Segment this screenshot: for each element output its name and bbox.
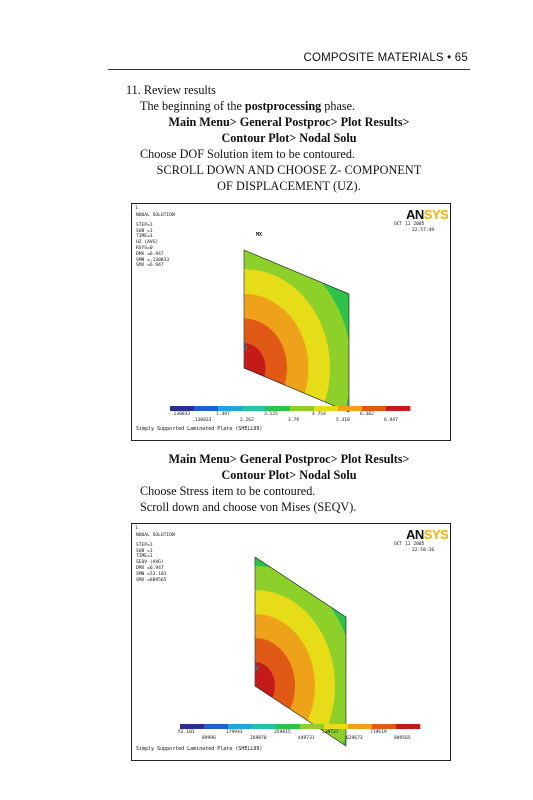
legend-label: 179943 [226,730,243,735]
intro-suffix: phase. [321,99,356,113]
uz-contour-figure [131,203,451,441]
menu-path-2-line-2: Contour Plot> Nodal Solu [221,468,357,482]
legend-swatch [300,724,324,729]
contour-legend [170,406,410,411]
legend-swatch [338,406,362,411]
ansys-logo: ANSYS [406,527,449,542]
info-line: TIME=1 [136,554,153,560]
intro-line [140,99,355,114]
plot-time: 22:57:49 [412,228,435,233]
legend-label: 3.79 [288,418,300,423]
legend-label: 2.262 [240,418,254,423]
ansys-logo: ANSYS [406,207,449,222]
legend-swatch [218,406,242,411]
info-line: NODAL SOLUTION [136,213,175,218]
legend-label: 629673 [346,736,363,741]
legend-label: 719619 [370,730,387,735]
info-line: NODAL SOLUTION [136,533,175,538]
legend-label: 269878 [250,736,267,741]
info-line: SEQV (AVG) [136,560,164,566]
legend-swatch [252,724,276,729]
plot-caption: Simply Supported Laminated Plate (SHELL99) [136,746,263,752]
legend-swatch [204,724,228,729]
plate-contour-svg [132,204,450,440]
info-line: SMX =6.947 [136,263,164,269]
scroll-instruction-line-1: SCROLL DOWN AND CHOOSE Z- COMPONENT [156,163,422,177]
plot-caption: Simply Supported Laminated Plate (SHELL99) [136,426,263,432]
legend-swatch [372,724,396,729]
legend-swatch [170,406,194,411]
intro-bold: postprocessing [244,99,322,113]
legend-label: 89996 [202,736,216,741]
info-line: SMN =.130833 [136,257,170,263]
legend-label: 6.382 [360,412,374,417]
menu-path-1-line-1: Main Menu> General Postproc> Plot Results> [168,115,410,129]
axis-label: MX [256,232,263,238]
intro-prefix: The beginning of the [140,99,245,113]
legend-swatch [276,724,300,729]
info-line: STEP=1 [136,222,153,228]
legend-swatch [396,724,420,729]
menu-path-2-line-1: Main Menu> General Postproc> Plot Results> [168,452,410,466]
plot-date: OCT 12 2005 [394,222,425,227]
legend-swatch [228,724,252,729]
legend-label: 539727 [322,730,339,735]
legend-label: 3.125 [264,412,278,417]
seqv-contour-figure [131,523,451,761]
legend-swatch [180,724,204,729]
legend-label: 4.754 [312,412,326,417]
info-line: RSYS=0 [136,245,153,251]
info-line: SUB =1 [136,548,153,554]
legend-label: 6.947 [384,418,398,423]
choose-stress-line: Choose Stress item to be contoured. [140,484,316,498]
legend-label: 359815 [274,730,291,735]
plot-date: OCT 12 2005 [394,542,425,547]
contour-legend [180,724,420,729]
legend-swatch [386,406,410,411]
menu-path-1-line-2: Contour Plot> Nodal Solu [221,131,357,145]
legend-label: 5.318 [336,418,350,423]
von-mises-line: Scroll down and choose von Mises (SEQV). [140,500,357,514]
info-line: TIME=1 [136,234,153,240]
legend-swatch [314,406,338,411]
info-line: UZ (AVG) [136,240,159,246]
legend-swatch [348,724,372,729]
legend-label: -.130833 [168,412,191,417]
legend-swatch [266,406,290,411]
header-rule [108,69,470,70]
legend-swatch [194,406,218,411]
info-line: DMX =6.947 [136,565,164,571]
legend-swatch [362,406,386,411]
info-line: SMN =53.101 [136,571,167,577]
contour-bands [132,204,450,440]
legend-label: .130833 [192,418,212,423]
legend-label: 53.101 [178,730,195,735]
legend-swatch [242,406,266,411]
legend-label: 449731 [298,736,315,741]
figure-index: 1 [135,526,138,531]
legend-label: 1.497 [216,412,230,417]
legend-swatch [290,406,314,411]
info-line: DMX =6.947 [136,251,164,257]
legend-label: 809565 [394,736,411,741]
plate-contour-svg [132,524,450,760]
info-line: STEP=1 [136,542,153,548]
step-title: 11. Review results [126,83,216,97]
running-head: COMPOSITE MATERIALS • 65 [303,52,468,64]
info-line: SMX =809565 [136,577,167,583]
info-line: SUB =1 [136,228,153,234]
choose-dof-line: Choose DOF Solution item to be contoured. [140,147,355,161]
scroll-instruction-line-2: OF DISPLACEMENT (UZ). [217,179,361,193]
plot-time: 22:58:16 [412,548,435,553]
figure-index: 1 [135,206,138,211]
legend-swatch [324,724,348,729]
